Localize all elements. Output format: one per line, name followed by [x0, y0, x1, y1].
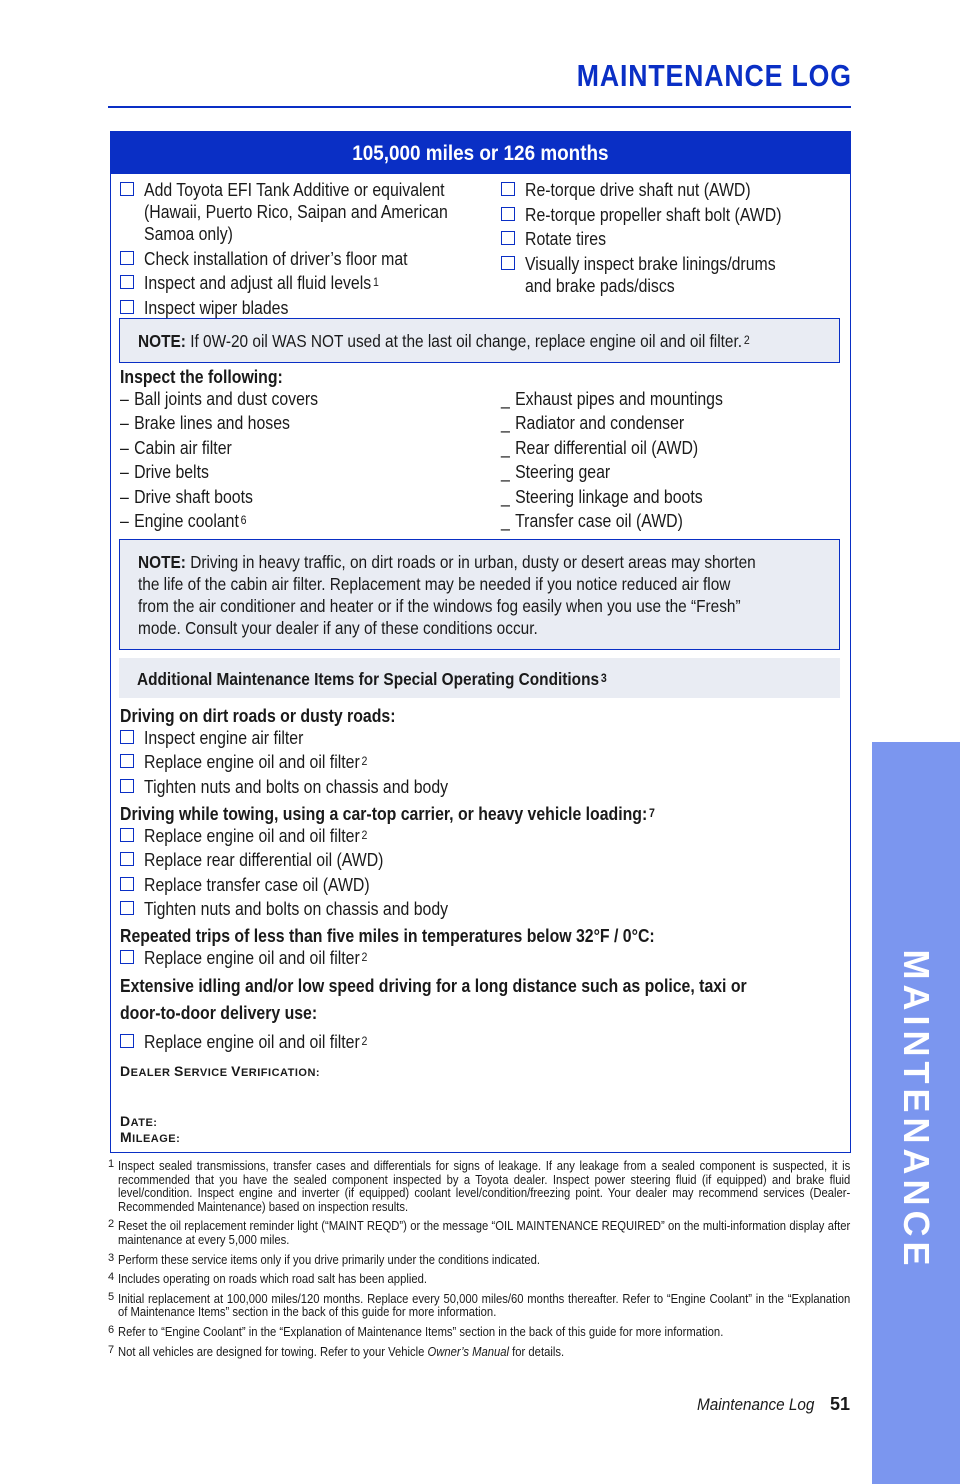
inspect-left — [120, 388, 345, 534]
checkbox-icon — [120, 730, 134, 744]
checklist-item-text: Rotate tires — [525, 229, 607, 249]
title-rule — [108, 106, 851, 108]
mileage-field: MILEAGE: — [120, 1128, 181, 1145]
condition-heading — [120, 1001, 762, 1025]
condition-heading-text: Driving on dirt roads or dusty roads: — [120, 706, 396, 726]
checklist-item-text: Check installation of driver’s floor mat — [144, 248, 408, 269]
inspect-item-text: Engine coolant — [134, 510, 239, 531]
footnote-body: Initial replacement at 100,000 miles/120 months. Replace every 50,000 miles/60 months thereafter. Refer to “Engine Coolant” in the “Explanation of Maintenance Items” section in the back of this guide for more information. — [118, 1291, 851, 1320]
checkbox-icon — [501, 256, 515, 270]
note-cabin-filter — [119, 539, 840, 650]
inspect-item-text: Drive shaft boots — [134, 486, 253, 507]
note-oil — [119, 318, 840, 363]
special-conditions — [111, 698, 850, 1053]
blank-line-icon: – — [120, 462, 129, 483]
checklist-item — [120, 248, 489, 270]
checkbox-icon — [120, 779, 134, 793]
note-text: the life of the cabin air filter. Replacement may be needed if you notice reduced air flow — [138, 574, 731, 594]
footnote-italic: Owner’s Manual — [427, 1344, 510, 1359]
blank-line-icon: – — [120, 486, 129, 507]
checkbox-icon — [501, 207, 515, 221]
note-line — [138, 551, 756, 573]
footnote — [108, 1220, 851, 1247]
footnote-ref: 6 — [240, 512, 247, 527]
inspect-item — [501, 412, 723, 434]
footnote-text — [118, 1326, 850, 1340]
checklist-item-text: Inspect and adjust all fluid levels $^1$ — [144, 273, 379, 293]
checklist-item-text: Inspect engine air filter — [144, 728, 304, 748]
checklist-item — [501, 228, 816, 250]
footnote-ref: 2 — [361, 754, 368, 769]
checklist-item-text: Inspect wiper blades — [144, 297, 289, 318]
inspect-item — [120, 388, 318, 410]
footnote-number: 2 — [108, 1218, 115, 1231]
checklist-item — [120, 1031, 850, 1053]
footnote-number: 5 — [108, 1290, 115, 1303]
footnote — [108, 1323, 851, 1340]
footnote-text — [118, 1273, 850, 1287]
checklist-item-text: Add Toyota EFI Tank Additive or equivalent — [144, 180, 445, 200]
checklist-item-text: Replace engine oil and oil filter $^2$ — [144, 825, 368, 846]
maintenance-box — [110, 131, 851, 1153]
page-number: 51 — [829, 1394, 850, 1414]
checklist-item — [120, 947, 850, 969]
footnote-body: Inspect sealed transmissions, transfer cases and differentials for signs of leakage. If any leakage from a sealed component is suspected, it is recommended that you have the sealed component inspected by a Toyota dealer. Inspect power steering fluid (if equipped) and brake fluid level/condition. Inspect engine and inverter (if equipped) coolant level/condition/freezing point. Your dealer may recommend services (Dealer-Recommended Maintenance) based on inspection results. — [118, 1159, 851, 1214]
note-text: from the air conditioner and heater or if the windows fog easily when you use the “Fresh” — [138, 596, 741, 616]
checklist-item — [120, 849, 850, 871]
page-footer — [684, 1394, 850, 1415]
condition-heading — [120, 705, 762, 727]
checklist-item-text: Visually inspect brake linings/drums — [525, 253, 776, 274]
footnote — [108, 1290, 851, 1320]
inspect-item — [501, 437, 723, 459]
checklist-item — [501, 179, 816, 201]
checklist-item — [120, 776, 850, 798]
condition-heading — [120, 803, 762, 825]
checkbox-icon — [120, 754, 134, 768]
footnote-text — [118, 1293, 850, 1320]
note-text: Driving in heavy traffic, on dirt roads or in urban, dusty or desert areas may shorten — [190, 552, 756, 572]
footnote — [108, 1273, 851, 1287]
condition-heading-text: Driving while towing, using a car-top carrier, or heavy vehicle loading: — [120, 803, 648, 824]
footnote-ref: 7 — [649, 805, 655, 820]
footnote — [108, 1160, 851, 1214]
checklist-item — [120, 272, 489, 294]
footnote-body: Reset the oil replacement reminder light (“MAINT REQD”) or the message “OIL MAINTENANCE REQUIRED” on the multi-information display after maintenance at every 5,000 miles. — [118, 1219, 851, 1247]
note-text: If 0W-20 oil WAS NOT used at the last oil change, replace engine oil and oil filter. — [190, 331, 743, 351]
inspect-item — [120, 412, 318, 434]
inspect-right — [501, 388, 753, 534]
checklist-item-text: Replace engine oil and oil filter $^2$ — [144, 1031, 368, 1052]
checklist-right — [501, 179, 816, 299]
inspect-item-text: Steering gear — [515, 462, 611, 483]
condition-heading-text: door-to-door delivery use: — [120, 1002, 318, 1023]
checklist-section — [111, 174, 850, 318]
footnote-number: 6 — [108, 1323, 115, 1336]
footnote-ref: 2 — [361, 1033, 368, 1048]
checklist-item-text: Replace engine oil and oil filter $^2$ — [144, 752, 368, 773]
footnote-body: Includes operating on roads which road salt has been applied. — [118, 1272, 427, 1287]
note-text: mode. Consult your dealer if any of these conditions occur. — [138, 618, 538, 638]
blank-line-icon: – — [120, 437, 129, 458]
checkbox-icon — [120, 182, 134, 196]
checklist-item-text: (Hawaii, Puerto Rico, Saipan and American — [144, 202, 448, 222]
footnote-text — [118, 1220, 850, 1247]
checkbox-icon — [120, 300, 134, 314]
footnote-text — [118, 1254, 850, 1268]
footnote-ref: 2 — [361, 827, 368, 842]
inspect-item-text: Brake lines and hoses — [134, 413, 290, 434]
inspect-title: Inspect the following: — [120, 367, 283, 387]
checklist-item — [501, 204, 816, 226]
checklist-item-text: and brake pads/discs — [525, 275, 675, 296]
dealer-verification: DEALER SERVICE VERIFICATION: — [120, 1062, 321, 1079]
checklist-item — [120, 179, 489, 245]
blank-line-icon: _ — [501, 462, 510, 483]
inspect-item-text: Radiator and condenser — [515, 413, 685, 434]
condition-heading-text: Extensive idling and/or low speed driving for a long distance such as police, taxi or — [120, 975, 747, 996]
footnote-body: Refer to “Engine Coolant” in the “Explanation of Maintenance Items” section in the back of this guide for more information. — [118, 1324, 724, 1339]
inspect-section — [111, 363, 850, 539]
footnote-text — [118, 1346, 850, 1360]
checkbox-icon — [120, 877, 134, 891]
page-title: MAINTENANCE LOG — [576, 58, 852, 93]
footnote — [108, 1251, 851, 1268]
footnote-body: Not all vehicles are designed for towing. Refer to your Vehicle — [118, 1344, 428, 1359]
checkbox-icon — [120, 1034, 134, 1048]
note-line — [138, 573, 739, 595]
condition-heading — [120, 974, 762, 998]
checkbox-icon — [501, 182, 515, 196]
footnote-number: 1 — [108, 1158, 115, 1170]
footnotes — [108, 1160, 851, 1365]
note-line — [138, 595, 739, 617]
blank-line-icon: _ — [501, 413, 510, 434]
checklist-item-text: Re-torque drive shaft nut (AWD) — [525, 180, 751, 200]
inspect-item — [501, 461, 723, 483]
footnote-number: 3 — [108, 1251, 115, 1264]
checklist-item-text: Replace engine oil and oil filter $^2$ — [144, 947, 368, 968]
checklist-item-text: Tighten nuts and bolts on chassis and body — [144, 898, 449, 919]
inspect-item-text: Rear differential oil (AWD) — [515, 437, 699, 458]
footnote-body: Perform these service items only if you drive primarily under the conditions indicated. — [118, 1252, 541, 1267]
inspect-item — [120, 461, 318, 483]
checklist-item — [120, 898, 850, 920]
inspect-item — [120, 437, 318, 459]
checklist-item-text: Re-torque propeller shaft bolt (AWD) — [525, 204, 782, 225]
inspect-item — [120, 486, 318, 508]
checkbox-icon — [501, 231, 515, 245]
footnote-number: 7 — [108, 1343, 115, 1356]
inspect-item-text: Exhaust pipes and mountings — [515, 389, 723, 409]
inspect-item — [501, 510, 723, 532]
inspect-item-text: Cabin air filter — [134, 437, 232, 458]
checklist-item — [501, 253, 816, 297]
note-label: NOTE: — [138, 552, 186, 572]
checkbox-icon — [120, 950, 134, 964]
checklist-item — [120, 297, 489, 319]
footnote-after: for details. — [509, 1344, 565, 1359]
checklist-item — [120, 874, 850, 896]
checklist-item — [120, 751, 850, 773]
inspect-item-text: Steering linkage and boots — [515, 486, 703, 507]
inspect-item — [501, 486, 723, 508]
condition-heading-text: Repeated trips of less than five miles in temperatures below 32°F / 0°C: — [120, 925, 655, 946]
date-field: DATE: — [120, 1112, 158, 1129]
note-line — [138, 617, 739, 639]
checklist-item — [120, 727, 850, 749]
condition-heading — [120, 925, 762, 947]
checklist-item-text: Replace rear differential oil (AWD) — [144, 850, 384, 871]
additional-items-header: Additional Maintenance Items for Special Operating Conditions $^3$ — [119, 658, 840, 698]
checklist-item — [120, 825, 850, 847]
inspect-item — [501, 388, 723, 410]
blank-line-icon: – — [120, 510, 129, 531]
side-tab — [872, 742, 960, 1484]
footnote-number: 4 — [108, 1271, 115, 1284]
checkbox-icon — [120, 828, 134, 842]
checklist-item-text: Samoa only) — [144, 224, 233, 244]
inspect-item-text: Ball joints and dust covers — [134, 389, 319, 409]
footnote-ref: 1 — [372, 275, 379, 289]
checkbox-icon — [120, 852, 134, 866]
footnote-ref: 2 — [361, 949, 368, 964]
inspect-item-text: Drive belts — [134, 462, 209, 483]
checkbox-icon — [120, 251, 134, 265]
blank-line-icon: _ — [501, 486, 510, 507]
note-label: NOTE: — [138, 331, 186, 351]
inspect-item — [120, 510, 318, 532]
checkbox-icon — [120, 275, 134, 289]
footnote-text — [118, 1160, 850, 1214]
blank-line-icon: – — [120, 413, 129, 434]
checklist-item-text: Tighten nuts and bolts on chassis and body — [144, 776, 449, 797]
checkbox-icon — [120, 901, 134, 915]
footnote — [108, 1343, 851, 1360]
note-sup: 2 — [743, 333, 750, 347]
interval-header: 105,000 miles or 126 months — [111, 132, 850, 174]
side-tab-label: MAINTENANCE — [896, 949, 937, 1271]
checklist-left — [120, 179, 489, 321]
blank-line-icon: _ — [501, 437, 510, 458]
checklist-item-text: Replace transfer case oil (AWD) — [144, 874, 370, 895]
inspect-item-text: Transfer case oil (AWD) — [515, 510, 683, 531]
blank-line-icon: _ — [501, 510, 510, 531]
footer-section: Maintenance Log — [696, 1395, 814, 1414]
blank-line-icon: _ — [501, 389, 510, 409]
blank-line-icon: – — [120, 389, 129, 409]
